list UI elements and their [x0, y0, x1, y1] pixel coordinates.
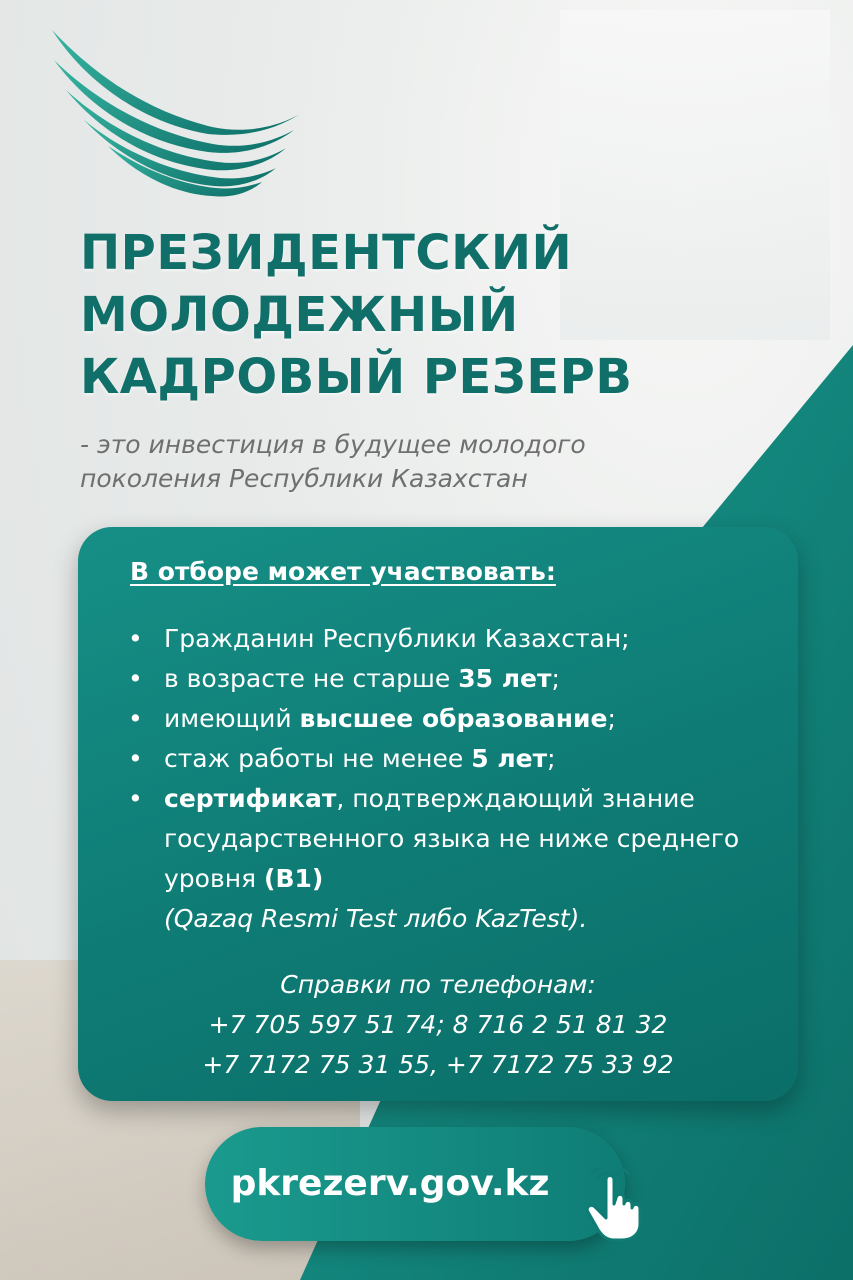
requirements-card [78, 527, 798, 1101]
requirements-heading: В отборе может участвовать: [130, 557, 556, 586]
requirement-education-end: ; [607, 704, 616, 733]
requirement-certificate-text: , подтверждающий знание государственного языка не ниже среднего уровня [164, 784, 740, 893]
requirement-certificate-level: (B1) [264, 864, 324, 893]
requirement-age-text: в возрасте не старше [164, 664, 459, 693]
requirement-education [128, 699, 778, 739]
website-button[interactable] [205, 1127, 625, 1241]
subtitle-line-2: поколения Республики Казахстан [80, 464, 528, 493]
title-line-3: КАДРОВЫЙ РЕЗЕРВ [80, 349, 633, 405]
requirement-experience-text: стаж работы не менее [164, 744, 472, 773]
program-title [80, 222, 632, 408]
program-subtitle [80, 428, 700, 496]
requirement-certificate [128, 779, 778, 939]
requirement-education-text: имеющий [164, 704, 300, 733]
title-line-1: ПРЕЗИДЕНТСКИЙ [80, 225, 573, 281]
requirement-citizenship-text: Гражданин Республики Казахстан; [164, 624, 630, 653]
requirement-age-value: 35 лет [458, 664, 552, 693]
requirement-experience-value: 5 лет [471, 744, 548, 773]
requirement-education-value: высшее образование [299, 704, 608, 733]
wing-logo-icon [48, 28, 308, 198]
requirement-experience [128, 739, 778, 779]
requirement-certificate-bold: сертификат [164, 784, 337, 813]
requirement-age [128, 659, 778, 699]
contacts-phones-2: +7 7172 75 31 55, +7 7172 75 33 92 [202, 1050, 674, 1079]
contacts-block [78, 965, 798, 1085]
requirement-citizenship [128, 619, 778, 659]
requirement-age-end: ; [551, 664, 560, 693]
contacts-label: Справки по телефонам: [280, 970, 596, 999]
requirement-certificate-tests: (Qazaq Resmi Test либо KazTest). [164, 904, 588, 933]
website-label: pkrezerv.gov.kz [230, 1163, 550, 1204]
requirement-experience-end: ; [547, 744, 556, 773]
title-line-2: МОЛОДЕЖНЫЙ [80, 287, 519, 343]
pointing-hand-icon [580, 1168, 662, 1244]
contacts-phones-1: +7 705 597 51 74; 8 716 2 51 81 32 [208, 1010, 668, 1039]
requirements-list [128, 619, 778, 939]
subtitle-line-1: - это инвестиция в будущее молодого [80, 430, 586, 459]
